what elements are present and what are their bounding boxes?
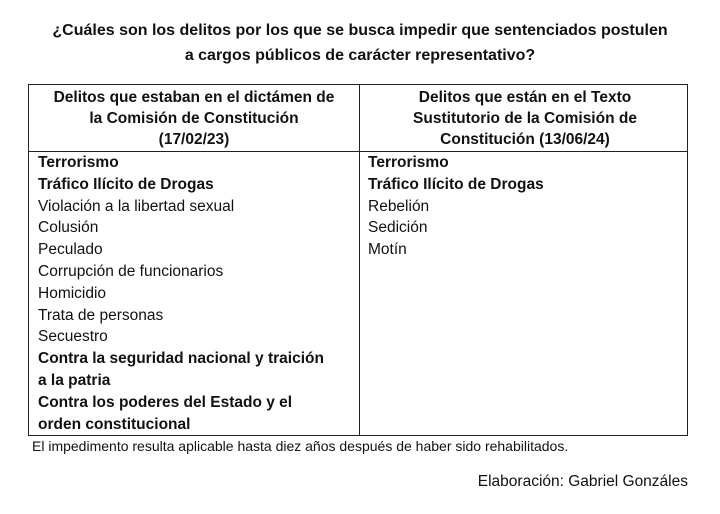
column-divider [359, 85, 360, 435]
list-item: Tráfico Ilícito de Drogas [368, 175, 544, 193]
list-item: Secuestro [38, 328, 108, 346]
list-item: Sedición [368, 219, 428, 237]
list-item: Contra la seguridad nacional y traición [38, 350, 324, 368]
list-item: Tráfico Ilícito de Drogas [38, 175, 214, 193]
left-header-line-1: Delitos que estaban en el dictámen de [53, 89, 335, 106]
right-column-header [365, 87, 685, 150]
left-header-line-2: la Comisión de Constitución [89, 110, 299, 127]
left-header-line-3: (17/02/23) [158, 131, 230, 148]
list-item: Colusión [38, 219, 99, 237]
crimes-comparison-table [28, 84, 688, 436]
right-crimes-list [368, 152, 678, 261]
list-item: Violación a la libertad sexual [38, 197, 235, 215]
left-column-header [33, 87, 355, 150]
right-header-line-3: Constitución (13/06/24) [440, 131, 610, 148]
list-item: Trata de personas [38, 306, 164, 324]
list-item: a la patria [38, 371, 111, 389]
title-line-2: a cargos públicos de carácter representativo? [184, 47, 536, 64]
list-item: Homicidio [38, 284, 107, 302]
list-item: Motín [368, 241, 407, 259]
list-item: Corrupción de funcionarios [38, 262, 224, 280]
list-item: Contra los poderes del Estado y el [38, 393, 293, 411]
title-line-1: ¿Cuáles son los delitos por los que se busca impedir que sentenciados postulen [52, 22, 668, 39]
author-credit: Elaboración: Gabriel Gonzáles [477, 473, 688, 490]
list-item: Terrorismo [368, 154, 449, 171]
footnote: El impedimento resulta aplicable hasta diez años después de haber sido rehabilitados. [32, 438, 569, 454]
list-item: Rebelión [368, 197, 430, 215]
page-title [0, 18, 720, 68]
list-item: Peculado [38, 241, 103, 259]
list-item: orden constitucional [38, 415, 191, 433]
list-item: Terrorismo [38, 154, 119, 171]
right-header-line-2: Sustitutorio de la Comisión de [413, 110, 637, 127]
right-header-line-1: Delitos que están en el Texto [418, 89, 632, 106]
left-crimes-list [38, 152, 353, 435]
